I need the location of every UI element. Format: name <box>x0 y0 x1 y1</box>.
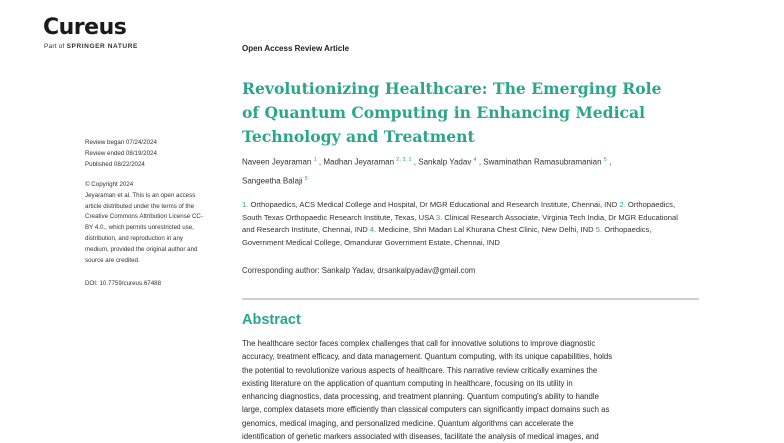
abstract-line: large, complex datasets more efficiently than classical computers can significantly impact domains such as <box>242 405 610 415</box>
affiliations <box>242 199 692 250</box>
abstract-heading: Abstract <box>242 312 301 328</box>
affiliation-ref[interactable]: 4 <box>473 157 477 163</box>
author-separator: , <box>606 157 612 167</box>
author-separator: , <box>476 157 484 167</box>
license-notice <box>85 180 233 266</box>
author-name[interactable]: Naveen Jeyaraman <box>242 157 314 167</box>
affiliation-text: Clinical Research Associate, Virginia Tech India, Dr MGR Educational and Research Institute, Chennai, IND <box>242 212 678 235</box>
affiliation-ref[interactable]: 5 <box>304 176 308 183</box>
corresponding-author[interactable]: Corresponding author: Sankalp Yadav, drsankalpyadav@gmail.com <box>242 266 476 275</box>
publisher-brand: SPRINGER NATURE <box>66 43 138 50</box>
affiliation-ref[interactable]: 2, 3, 1 <box>396 157 412 163</box>
author-name[interactable]: Sangeetha Balaji <box>242 176 305 186</box>
author-name[interactable]: Sankalp Yadav <box>418 157 474 167</box>
affiliation-number: 1. <box>242 200 249 209</box>
affiliation-text: Orthopaedics, Government Medical College, Omandurar Government Estate, Chennai, IND <box>242 225 652 248</box>
title-line: of Quantum Computing in Enhancing Medical <box>242 103 646 122</box>
affiliation-text: Orthopaedics, ACS Medical College and Hospital, Dr MGR Educational and Research Institute, Chennai, IND <box>248 200 620 209</box>
title-line: Revolutionizing Healthcare: The Emerging Role <box>242 79 662 98</box>
article-title <box>242 77 712 149</box>
published-date: Published 08/22/2024 <box>85 160 145 168</box>
abstract-line: identification of genetic markers associated with diseases, facilitate the analysis of medical images, and <box>242 432 599 442</box>
license-line[interactable]: BY 4.0., which permits unrestricted use, <box>85 224 194 232</box>
section-divider <box>242 298 699 300</box>
license-line: article distributed under the terms of the <box>85 202 195 210</box>
abstract-line: existing literature on the application of quantum computing in healthcare, focusing on its utility in <box>242 378 573 388</box>
publisher-tagline <box>44 43 138 50</box>
abstract-body <box>242 337 702 443</box>
doi-link[interactable]: DOI: 10.7759/cureus.67488 <box>85 280 162 287</box>
abstract-line: genomics, medical imaging, and personalized medicine. Quantum algorithms can accelerate the <box>242 418 574 428</box>
affiliation-number: 5. <box>595 225 603 235</box>
affiliation-number: 2. <box>619 200 626 209</box>
review-began: Review began 07/24/2024 <box>85 139 157 146</box>
affiliation-number: 4. <box>369 225 377 235</box>
affiliation-number: 3. <box>435 212 443 222</box>
affiliation-ref[interactable]: 5 <box>603 157 607 163</box>
affiliation-text: Medicine, Shri Madan Lal Khurana Chest Clinic, New Delhi, IND <box>376 225 596 235</box>
license-line: © Copyright 2024 <box>85 181 134 188</box>
abstract-line: The healthcare sector faces complex challenges that call for innovative solutions to improve diagnostic <box>242 339 596 348</box>
review-dates <box>85 138 157 170</box>
license-line[interactable]: Creative Commons Attribution License CC- <box>85 213 203 221</box>
author-line-2 <box>242 171 682 190</box>
author-name[interactable]: Madhan Jeyaraman <box>323 157 397 167</box>
author-separator: , <box>316 157 324 167</box>
license-line: Jeyaraman et al. This is an open access <box>85 191 196 199</box>
author-line-1 <box>242 152 682 171</box>
abstract-line: the potential to revolutionize various aspects of healthcare. This narrative review critically examines the <box>242 365 598 375</box>
journal-logo[interactable]: Cureus <box>43 15 127 40</box>
title-line: Technology and Treatment <box>242 127 475 146</box>
license-line: distribution, and reproduction in any <box>85 234 184 242</box>
author-separator: , <box>411 157 419 167</box>
article-type-label: Open Access Review Article <box>242 44 350 53</box>
publisher-tagline-prefix: Part of <box>44 43 65 50</box>
abstract-line: enhancing diagnostics, data processing, and treatment planning. Quantum computing's ability to handle <box>242 392 599 402</box>
license-line: source are credited. <box>85 256 140 264</box>
author-name[interactable]: Swaminathan Ramasubramanian <box>483 157 604 167</box>
license-line: medium, provided the original author and <box>85 245 198 253</box>
author-list <box>242 152 682 190</box>
abstract-line: accuracy, treatment efficacy, and data management. Quantum computing, with its unique capabilities, holds <box>242 352 613 362</box>
review-ended: Review ended 08/19/2024 <box>85 149 157 157</box>
affiliation-text: Orthopaedics, South Texas Orthopaedic Research Institute, Texas, USA <box>242 200 676 222</box>
affiliation-ref[interactable]: 1 <box>313 157 317 163</box>
